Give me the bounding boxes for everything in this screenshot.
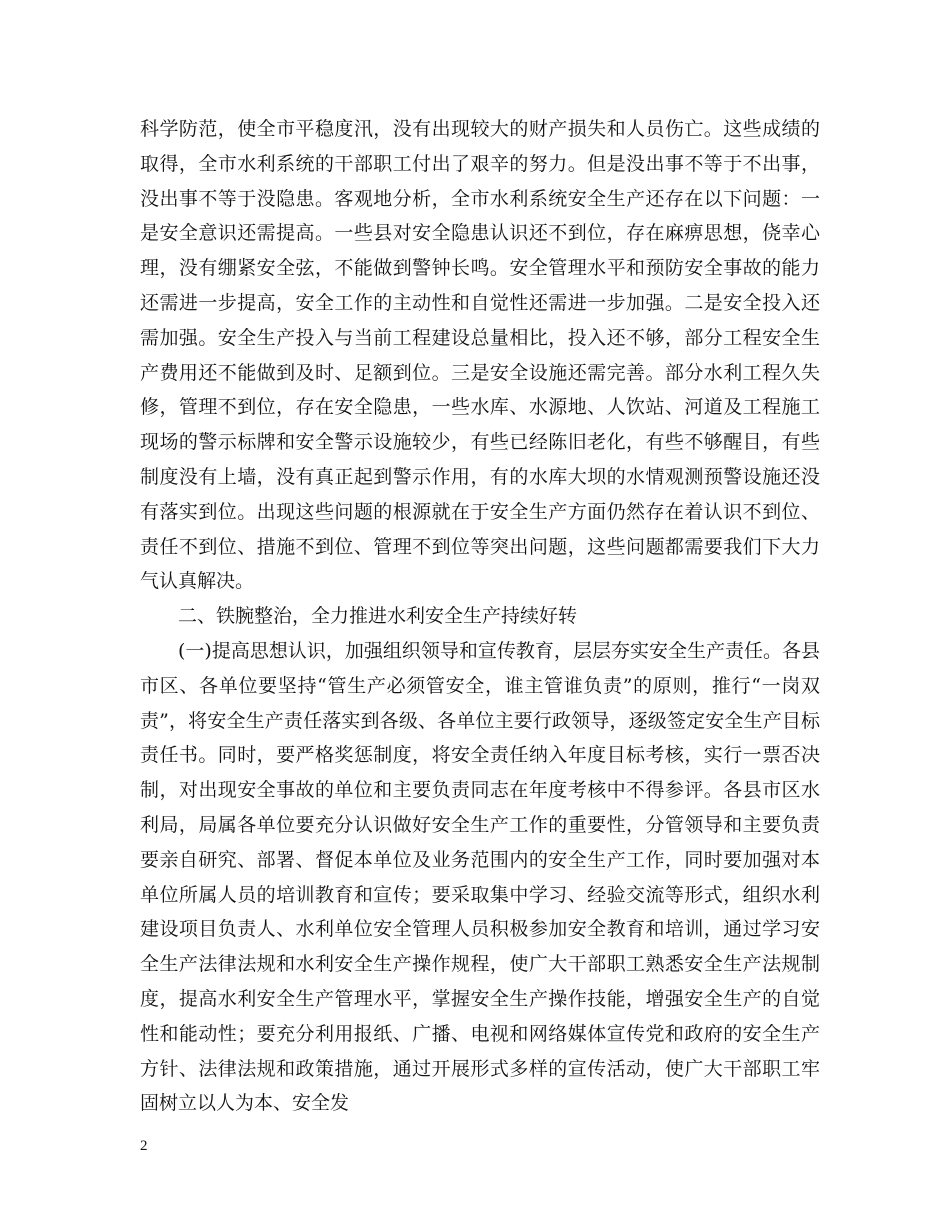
body-paragraph-1: 科学防范，使全市平稳度汛，没有出现较大的财产损失和人员伤亡。这些成绩的取得，全市水利系统的干部职工付出了艰辛的努力。但是没出事不等于不出事，没出事不等于没隐患。客观地分析，全市水利系统安全生产还存在以下问题：一是安全意识还需提高。一些县对安全隐患认识还不到位，存在麻痹思想，侥幸心理，没有绷紧安全弦，不能做到警钟长鸣。安全管理水平和预防安全事故的能力还需进一步提高，安全工作的主动性和自觉性还需进一步加强。二是安全投入还需加强。安全生产投入与当前工程建设总量相比，投入还不够，部分工程安全生产费用还不能做到及时、足额到位。三是安全设施还需完善。部分水利工程久失修，管理不到位，存在安全隐患，一些水库、水源地、人饮站、河道及工程施工现场的警示标牌和安全警示设施较少，有些已经陈旧老化，有些不够醒目，有些制度没有上墙，没有真正起到警示作用，有的水库大坝的水情观测预警设施还没有落实到位。出现这些问题的根源就在于安全生产方面仍然存在着认识不到位、责任不到位、措施不到位、管理不到位等突出问题，这些问题都需要我们下大力气认真解决。 [140,118,820,593]
document-body [140,112,820,1121]
section-heading: 二、铁腕整治，全力推进水利安全生产持续好转 [178,605,578,628]
body-paragraph-2: (一)提高思想认识，加强组织领导和宣传教育，层层夯实安全生产责任。各县市区、各单位要坚持“管生产必须管安全，谁主管谁负责”的原则，推行“一岗双责”，将安全生产责任落实到各级、各单位主要行政领导，逐级签定安全生产目标责任书。同时，要严格奖惩制度，将安全责任纳入年度目标考核，实行一票否决制，对出现安全事故的单位和主要负责同志在年度考核中不得参评。各县市区水利局，局属各单位要充分认识做好安全生产工作的重要性，分管领导和主要负责要亲自研究、部署、督促本单位及业务范围内的安全生产工作，同时要加强对本单位所属人员的培训教育和宣传；要采取集中学习、经验交流等形式，组织水利建设项目负责人、水利单位安全管理人员积极参加安全教育和培训，通过学习安全生产法律法规和水利安全生产操作规程，使广大干部职工熟悉安全生产法规制度，提高水利安全生产管理水平，掌握安全生产操作技能，增强安全生产的自觉性和能动性；要充分利用报纸、广播、电视和网络媒体宣传党和政府的安全生产方针、法律法规和政策措施，通过开展形式多样的宣传活动，使广大干部职工牢固树立以人为本、安全发 [140,639,820,1115]
page-number: 2 [140,1138,148,1154]
